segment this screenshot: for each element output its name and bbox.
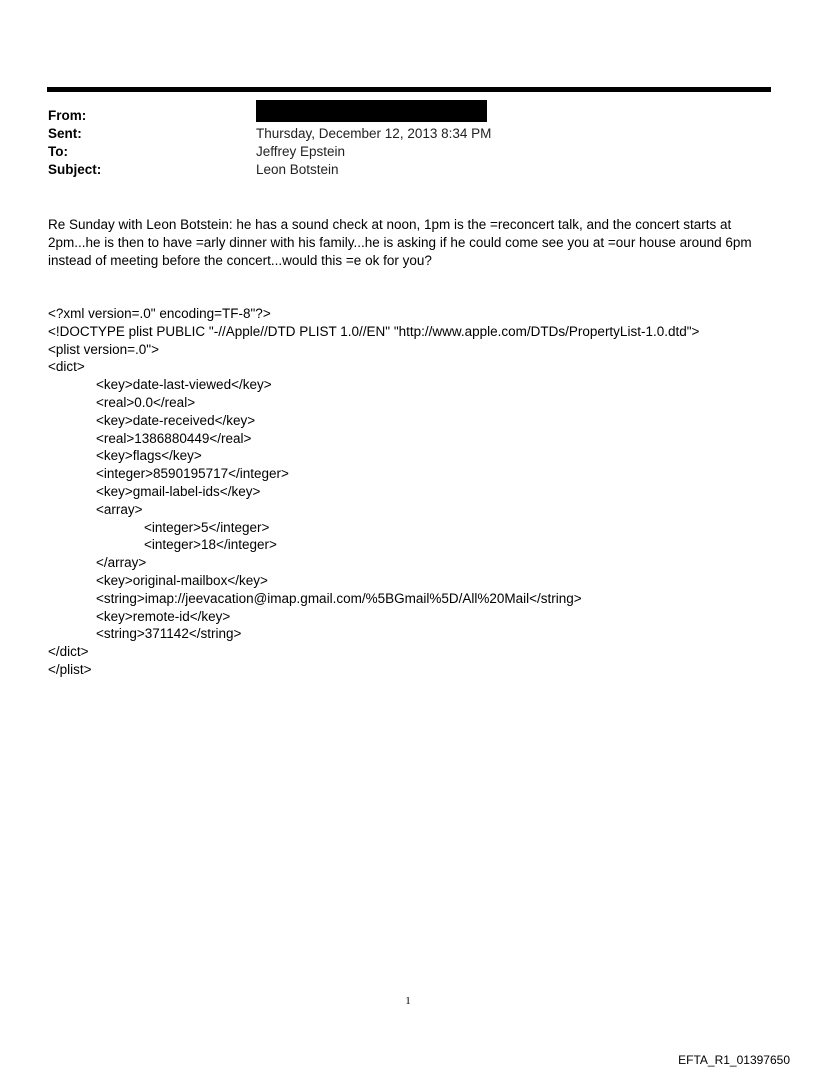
plist-line: <integer>18</integer> [144,537,277,553]
plist-line: <array> [96,501,143,517]
plist-line: <key>flags</key> [96,448,202,464]
plist-line: <real>0.0</real> [96,394,196,410]
body-line: Re Sunday with Leon Botstein: he has a sound check at noon, 1pm is the =reconcert talk, and the concert starts at [48,217,732,232]
plist-line: <real>1386880449</real> [96,430,252,446]
plist-line: <key>date-last-viewed</key> [96,377,272,393]
plist-line: </plist> [48,661,92,677]
plist-line: <key>remote-id</key> [96,608,231,624]
plist-line: <string>371142</string> [96,626,242,642]
email-body [48,216,763,270]
to-label: To: [48,144,68,159]
redaction-block [256,100,487,122]
plist-line: <plist version=.0"> [48,341,159,357]
from-value [256,107,487,125]
plist-line: <key>gmail-label-ids</key> [96,483,261,499]
sent-value: Thursday, December 12, 2013 8:34 PM [256,126,492,141]
from-row [48,107,748,125]
subject-value: Leon Botstein [256,162,339,177]
plist-metadata [48,305,768,679]
body-line: 2pm...he is then to have =arly dinner with his family...he is asking if he could come see you at =our house around 6pm [48,235,752,250]
plist-line: </array> [96,555,147,571]
body-line: instead of meeting before the concert...would this =e ok for you? [48,253,432,268]
document-id: EFTA_R1_01397650 [678,1053,790,1067]
plist-line: <integer>5</integer> [144,519,270,535]
sent-row [48,125,748,143]
page-number: 1 [405,995,411,1007]
plist-line: </dict> [48,644,89,660]
subject-row [48,161,748,179]
plist-line: <key>original-mailbox</key> [96,572,268,588]
sent-label: Sent: [48,126,82,141]
header-divider [47,87,771,92]
plist-line: <?xml version=.0" encoding=TF-8"?> [48,306,271,321]
email-header [48,107,748,179]
plist-line: <string>imap://jeevacation@imap.gmail.com/%5BGmail%5D/All%20Mail</string> [96,590,582,606]
to-row [48,143,748,161]
plist-line: <dict> [48,359,85,375]
subject-label: Subject: [48,162,102,177]
from-label: From: [48,108,87,123]
to-value: Jeffrey Epstein [256,144,346,159]
plist-line: <key>date-received</key> [96,412,256,428]
plist-line: <!DOCTYPE plist PUBLIC "-//Apple//DTD PLIST 1.0//EN" "http://www.apple.com/DTDs/PropertyList-1.0.dtd"> [48,323,700,339]
plist-line: <integer>8590195717</integer> [96,466,289,482]
